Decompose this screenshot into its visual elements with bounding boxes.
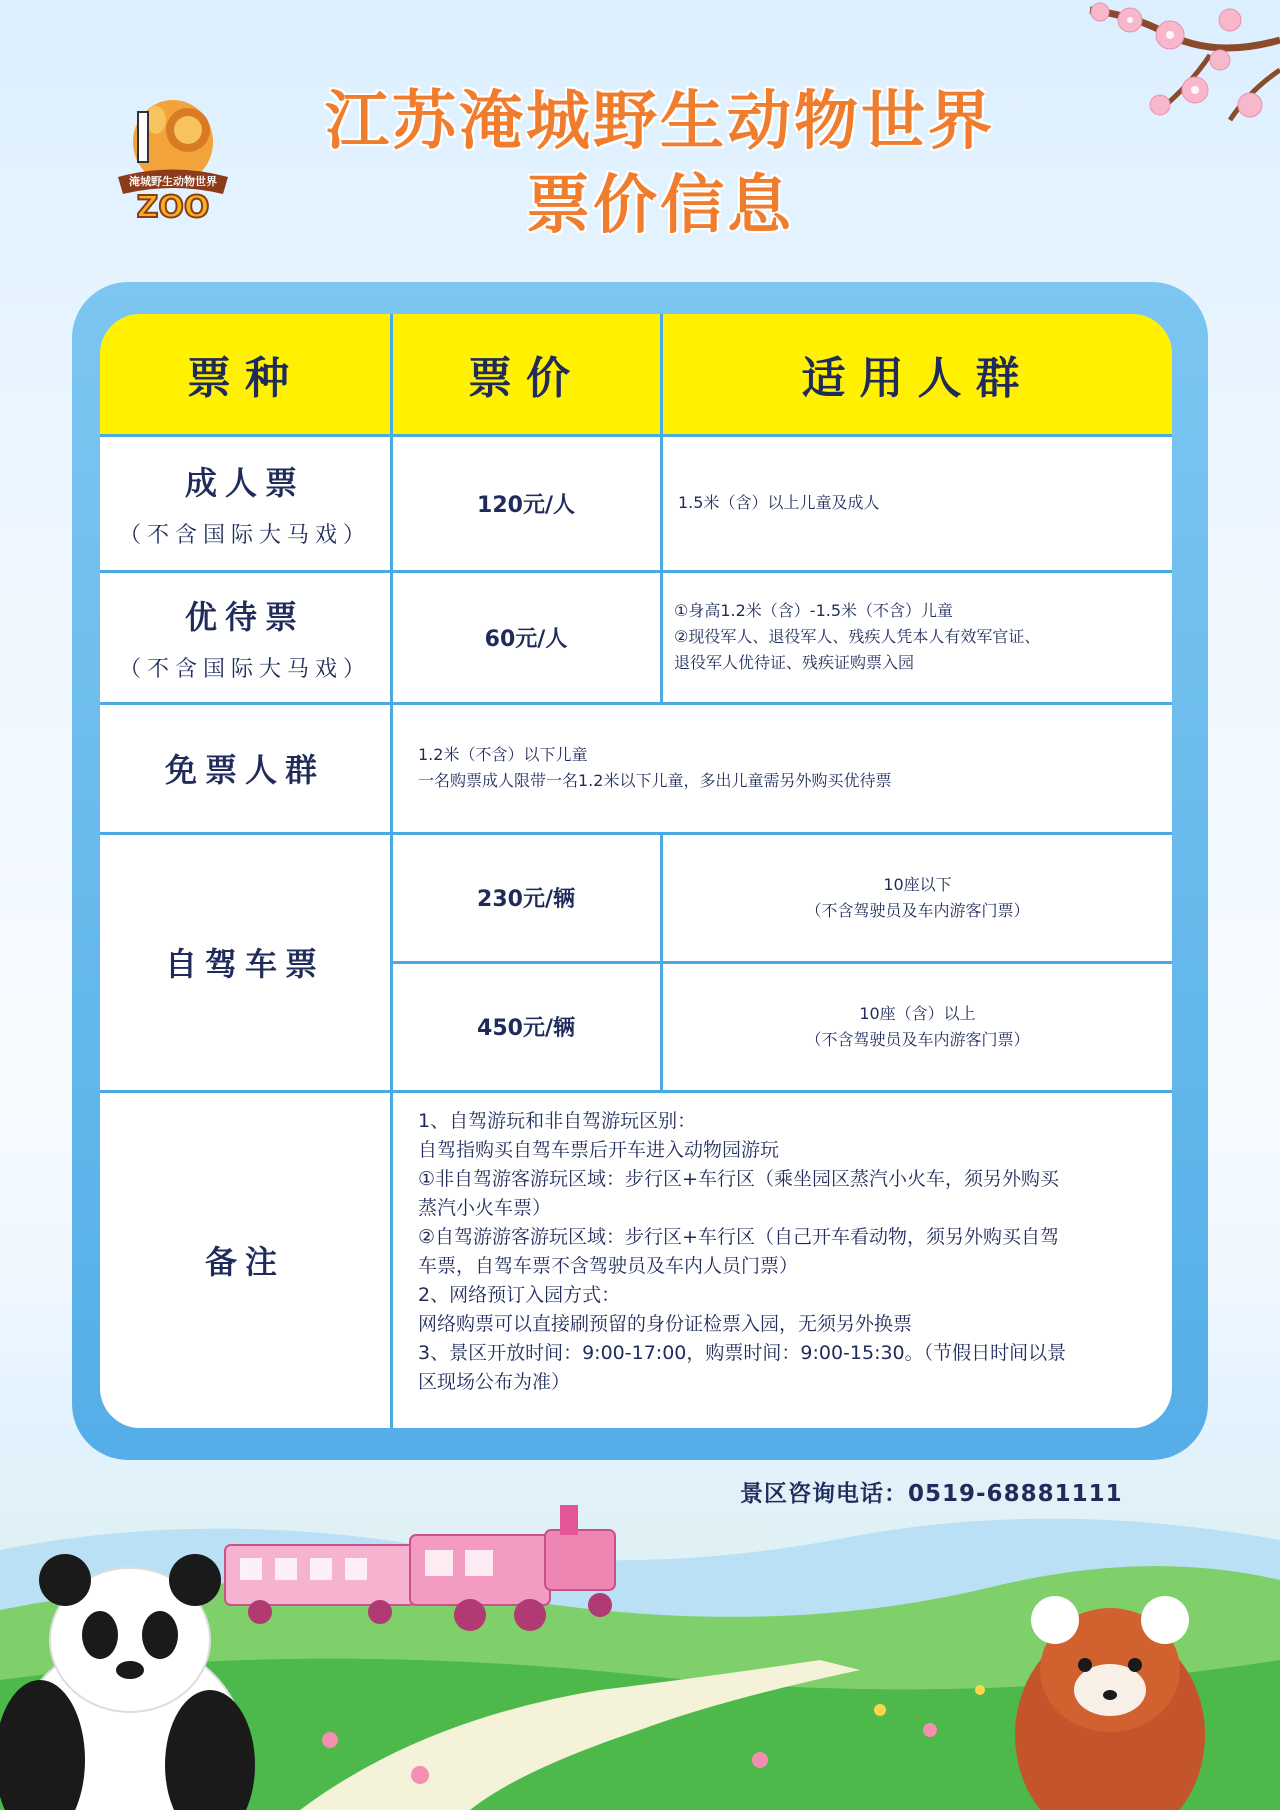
header-cell-ticket-type	[100, 314, 390, 434]
self-drive-seat-limit: 10座以下	[883, 874, 952, 894]
adult-audience-cell	[678, 436, 1158, 570]
discount-audience-line: 退役军人优待证、残疾证购票入园	[674, 653, 915, 672]
logo-zoo-text: ZOO	[136, 190, 210, 222]
note-line: 蒸汽小火车票）	[418, 1197, 552, 1219]
row-divider	[390, 961, 1172, 964]
discount-price-cell	[392, 572, 660, 702]
row-divider	[100, 832, 1172, 835]
row-divider	[100, 570, 1172, 573]
adult-audience: 1.5米（含）以上儿童及成人	[678, 493, 880, 512]
note-line: 1、自驾游玩和非自驾游玩区别：	[418, 1110, 697, 1132]
self-drive-price-cell	[392, 834, 660, 961]
column-divider	[660, 314, 663, 704]
header-cell-audience	[663, 314, 1172, 434]
notes-content-cell	[418, 1092, 1158, 1412]
note-line: 3、景区开放时间：9:00-17:00，购票时间：9:00-15:30。（节假日时间以景	[418, 1342, 1067, 1364]
discount-ticket-type-cell	[100, 572, 390, 702]
note-line: 区现场公布为准）	[418, 1371, 571, 1393]
column-divider	[390, 314, 393, 1428]
ticket-price-table	[100, 314, 1172, 1428]
header-ticket-type: 票种	[187, 353, 303, 404]
free-audience-line: 一名购票成人限带一名1.2米以下儿童，多出儿童需另外购买优待票	[418, 771, 892, 790]
discount-audience-line: ②现役军人、退役军人、残疾人凭本人有效军官证、	[674, 627, 1041, 646]
notes-label: 备注	[204, 1243, 285, 1281]
adult-ticket-type-cell	[100, 436, 390, 570]
adult-price-cell	[392, 436, 660, 570]
title-line-1: 江苏淹城野生动物世界	[325, 85, 995, 159]
adult-ticket-note: （不含国际大马戏）	[118, 522, 371, 548]
self-drive-seat-limit: 10座（含）以上	[859, 1003, 976, 1023]
row-divider	[100, 702, 1172, 705]
note-line: 网络购票可以直接刷预留的身份证检票入园，无须另外换票	[418, 1313, 913, 1335]
note-line: ①非自驾游客游玩区域：步行区+车行区（乘坐园区蒸汽小火车，须另外购买	[418, 1168, 1059, 1190]
row-divider	[100, 434, 1172, 437]
self-drive-audience-cell	[663, 963, 1172, 1090]
free-audience-line: 1.2米（不含）以下儿童	[418, 745, 588, 764]
note-line: 车票，自驾车票不含驾驶员及车内人员门票）	[418, 1255, 799, 1277]
row-divider	[100, 1090, 1172, 1093]
discount-ticket-note: （不含国际大马戏）	[118, 656, 371, 682]
self-drive-audience-cell	[663, 834, 1172, 961]
self-drive-price-large: 450元/辆	[477, 1016, 575, 1041]
notes-label-cell	[100, 1092, 390, 1428]
free-ticket-name: 免票人群	[164, 751, 325, 789]
adult-ticket-name: 成人票	[184, 463, 305, 502]
discount-price: 60元/人	[484, 626, 568, 652]
self-drive-ticket-type-cell	[100, 834, 390, 1090]
self-drive-exclusion: （不含驾驶员及车内游客门票）	[805, 900, 1030, 920]
note-line: ②自驾游游客游玩区域：步行区+车行区（自己开车看动物，须另外购买自驾	[418, 1226, 1059, 1248]
self-drive-price-small: 230元/辆	[477, 887, 575, 912]
self-drive-price-cell	[392, 963, 660, 1090]
self-drive-exclusion: （不含驾驶员及车内游客门票）	[805, 1029, 1030, 1049]
logo-text: 淹城野生动物世界	[129, 175, 217, 188]
landscape-illustration	[0, 1490, 1280, 1810]
note-line: 2、网络预订入园方式：	[418, 1284, 621, 1306]
header-price: 票价	[468, 353, 584, 404]
hotline-text: 景区咨询电话：0519-68881111	[740, 1481, 1123, 1507]
title-line-2: 票价信息	[526, 169, 794, 243]
discount-audience-cell	[674, 572, 1164, 702]
header-audience: 适用人群	[801, 353, 1034, 404]
page-title	[200, 80, 1120, 248]
self-drive-ticket-name: 自驾车票	[164, 945, 325, 983]
discount-audience-line: ①身高1.2米（含）-1.5米（不含）儿童	[674, 601, 954, 620]
adult-price: 120元/人	[477, 492, 575, 518]
note-line: 自驾指购买自驾车票后开车进入动物园游玩	[418, 1139, 780, 1161]
discount-ticket-name: 优待票	[184, 597, 305, 636]
free-ticket-type-cell	[100, 704, 390, 832]
header-cell-price	[392, 314, 660, 434]
red-panda-illustration	[1015, 1596, 1205, 1810]
free-audience-cell	[418, 704, 1158, 832]
